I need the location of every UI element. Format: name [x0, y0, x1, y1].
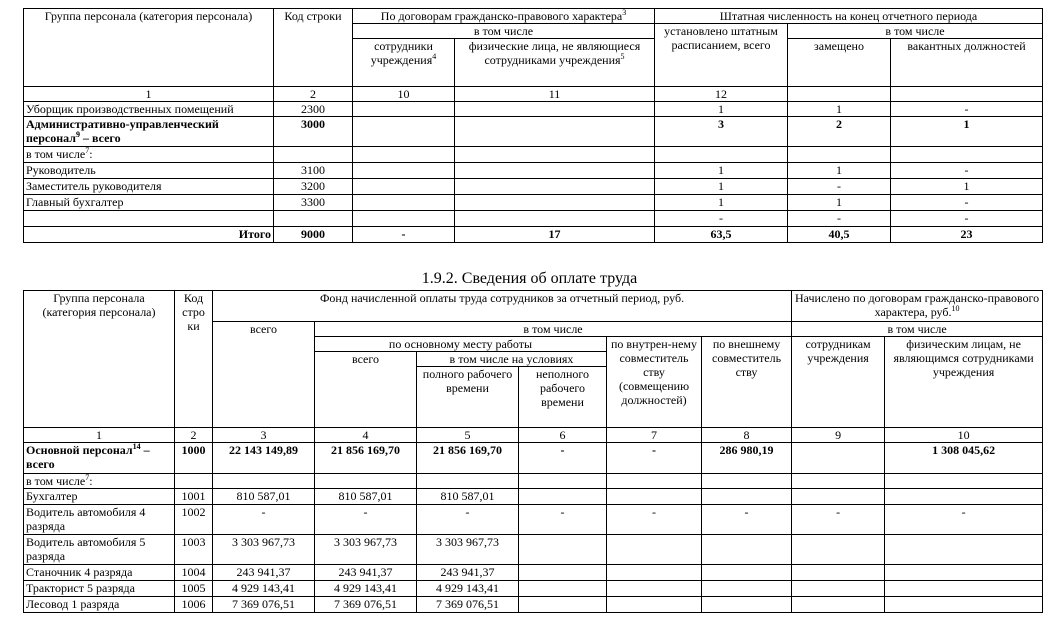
row-code: 1001: [175, 489, 213, 505]
colnum: [891, 87, 1043, 102]
cell: [885, 474, 1043, 489]
cell: [519, 535, 607, 565]
colnum: 2: [175, 428, 213, 443]
cell: -: [788, 179, 891, 195]
cell: 1: [788, 102, 891, 117]
cell: 3 303 967,73: [315, 535, 417, 565]
cell: [353, 102, 455, 117]
cell: 22 143 149,89: [213, 443, 315, 474]
row-code: 3100: [274, 163, 353, 179]
table-row: [24, 581, 1043, 597]
row-label-text: в том числе: [26, 147, 86, 161]
cell: -: [417, 505, 519, 535]
cell: [455, 211, 655, 227]
colnum: 1: [24, 428, 175, 443]
cell: [213, 474, 315, 489]
cell: [792, 597, 885, 613]
header-incl2: в том числе: [792, 322, 1043, 337]
cell: [519, 474, 607, 489]
colnum: 3: [213, 428, 315, 443]
row-label-text: Заместитель руководителя: [26, 179, 162, 193]
row-label-text: Станочник 4 разряда: [26, 565, 133, 579]
row-code: 1003: [175, 535, 213, 565]
cell: 1 308 045,62: [885, 443, 1043, 474]
table-row: [24, 505, 1043, 535]
cell: 1: [788, 163, 891, 179]
header-main-place: по основному месту работы: [315, 337, 607, 352]
cell: 3 303 967,73: [417, 535, 519, 565]
cell: [885, 489, 1043, 505]
cell: [885, 565, 1043, 581]
cell: 7 369 076,51: [315, 597, 417, 613]
table-row: [24, 195, 1043, 211]
header-main-total: всего: [315, 352, 417, 428]
cell: 7 369 076,51: [417, 597, 519, 613]
row-label: [24, 163, 274, 179]
cell: [885, 535, 1043, 565]
footnote-ref: 9: [76, 130, 80, 139]
table-row: [24, 163, 1043, 179]
header-fund: Фонд начисленной оплаты труда сотрудников за отчетный период, руб.: [213, 291, 792, 322]
colnum: 6: [519, 428, 607, 443]
cell: 286 980,19: [702, 443, 792, 474]
cell: 243 941,37: [417, 565, 519, 581]
header-part-time: неполного рабочего времени: [519, 367, 607, 428]
row-label-tail: :: [89, 474, 93, 488]
cell: 1: [655, 163, 788, 179]
row-label-tail: – всего: [26, 443, 150, 471]
header-code: Код стро ки: [175, 291, 213, 428]
cell: 21 856 169,70: [315, 443, 417, 474]
footnote-ref: 14: [132, 442, 141, 451]
row-code: [274, 211, 353, 227]
cell: 1: [891, 117, 1043, 147]
row-label: [24, 443, 175, 474]
cell: [417, 474, 519, 489]
cell: 40,5: [788, 227, 891, 243]
cell: 1: [891, 179, 1043, 195]
row-label: [24, 565, 175, 581]
cell: [455, 147, 655, 163]
cell: [788, 147, 891, 163]
cell: 3: [655, 117, 788, 147]
cell: [792, 535, 885, 565]
row-label: [24, 581, 175, 597]
cell: [455, 163, 655, 179]
header-incl: в том числе: [353, 24, 655, 39]
row-label-text: Тракторист 5 разряда: [26, 581, 135, 595]
cell: 1: [655, 102, 788, 117]
cell: -: [788, 211, 891, 227]
cell: [655, 147, 788, 163]
cell: [607, 597, 702, 613]
colnum: 2: [274, 87, 353, 102]
cell: -: [891, 211, 1043, 227]
header-gph: Начислено по договорам гражданско-правового характера, руб.$^{10}$: [792, 291, 1043, 322]
row-label: [24, 597, 175, 613]
cell: [353, 117, 455, 147]
row-label: [24, 474, 175, 489]
cell: 243 941,37: [315, 565, 417, 581]
header-incl-cond: в том числе на условиях: [417, 352, 607, 367]
header-total: всего: [213, 322, 315, 428]
cell: 17: [455, 227, 655, 243]
row-label: [24, 505, 175, 535]
footnote-ref: 7: [85, 473, 90, 482]
table-row: [24, 565, 1043, 581]
cell: [792, 443, 885, 474]
section-title: 1.9.2. Сведения об оплате труда: [421, 270, 638, 287]
cell: 2: [788, 117, 891, 147]
cell: [702, 565, 792, 581]
cell: 810 587,01: [417, 489, 519, 505]
cell: -: [702, 505, 792, 535]
cell: 4 929 143,41: [213, 581, 315, 597]
row-label: [24, 195, 274, 211]
header-staff: Штатная численность на конец отчетного периода: [655, 9, 1043, 24]
row-label: [24, 211, 274, 227]
row-code: 3000: [274, 117, 353, 147]
cell: -: [885, 505, 1043, 535]
row-code: 3200: [274, 179, 353, 195]
cell: [792, 565, 885, 581]
header-group: Группа персонала (категория персонала): [24, 291, 175, 428]
cell: [792, 581, 885, 597]
cell: [519, 565, 607, 581]
cell: [519, 581, 607, 597]
cell: [885, 597, 1043, 613]
cell: [315, 474, 417, 489]
cell: -: [891, 195, 1043, 211]
column-number-row: [24, 87, 1043, 102]
cell: -: [891, 102, 1043, 117]
row-code: 1006: [175, 597, 213, 613]
cell: [792, 489, 885, 505]
column-number-row: [24, 428, 1043, 443]
cell: [702, 597, 792, 613]
row-label: [24, 535, 175, 565]
header-gph: По договорам гражданско-правового характера$^3$: [353, 9, 655, 24]
row-label: [24, 179, 274, 195]
cell: 1: [788, 195, 891, 211]
cell: -: [353, 227, 455, 243]
row-label-text: Руководитель: [26, 163, 96, 177]
cell: [353, 179, 455, 195]
cell: -: [519, 505, 607, 535]
row-label-text: в том числе: [26, 474, 86, 488]
cell: [353, 163, 455, 179]
colnum: 9: [792, 428, 885, 443]
cell: -: [607, 443, 702, 474]
header-incl2: в том числе: [788, 24, 1043, 39]
table-row: [24, 535, 1043, 565]
colnum: 4: [315, 428, 417, 443]
cell: [702, 535, 792, 565]
row-code: [274, 147, 353, 163]
payroll-table: [23, 290, 1043, 613]
colnum: [788, 87, 891, 102]
header-filled: замещено: [788, 39, 891, 87]
cell: -: [213, 505, 315, 535]
colnum: 1: [24, 87, 274, 102]
header-vacant: вакантных должностей: [891, 39, 1043, 87]
table-row: [24, 179, 1043, 195]
table-row: [24, 102, 1043, 117]
cell: [607, 489, 702, 505]
footnote-ref: 7: [85, 146, 90, 155]
header-full-time: полного рабочего времени: [417, 367, 519, 428]
colnum: 7: [607, 428, 702, 443]
row-label: [24, 147, 274, 163]
total-label: Итого: [24, 227, 274, 243]
row-label-text: Основной персонал: [26, 443, 133, 457]
table-row: [24, 147, 1043, 163]
cell: [455, 179, 655, 195]
header-external: по внешнему совместитель ству: [702, 337, 792, 428]
header-physical: физические лица, не являющиеся сотрудниками учреждения$^5$: [455, 39, 655, 87]
header-internal: по внутрен-нему совместитель ству (совмещению должностей): [607, 337, 702, 428]
cell: [353, 211, 455, 227]
row-code: 1002: [175, 505, 213, 535]
cell: [353, 147, 455, 163]
cell: 21 856 169,70: [417, 443, 519, 474]
cell: [702, 489, 792, 505]
cell: [792, 474, 885, 489]
row-label: [24, 117, 274, 147]
cell: [891, 147, 1043, 163]
row-label-text: Водитель автомобиля 4 разряда: [26, 505, 146, 533]
cell: [519, 597, 607, 613]
table-row: [24, 474, 1043, 489]
table-row: [24, 597, 1043, 613]
cell: [702, 474, 792, 489]
table-row: [24, 211, 1043, 227]
table-row: [24, 443, 1043, 474]
cell: [607, 535, 702, 565]
cell: [607, 581, 702, 597]
header-employees: сотрудники учреждения$^4$: [353, 39, 455, 87]
cell: 4 929 143,41: [315, 581, 417, 597]
row-label-text: Водитель автомобиля 5 разряда: [26, 535, 146, 563]
colnum: 5: [417, 428, 519, 443]
cell: [702, 581, 792, 597]
row-label: [24, 102, 274, 117]
cell: [607, 565, 702, 581]
table-row: [24, 117, 1043, 147]
cell: [455, 117, 655, 147]
colnum: 8: [702, 428, 792, 443]
row-label-tail: :: [89, 147, 93, 161]
row-code: 3300: [274, 195, 353, 211]
cell: -: [607, 505, 702, 535]
cell: 1: [655, 179, 788, 195]
row-label-tail: – всего: [80, 131, 121, 145]
cell: 63,5: [655, 227, 788, 243]
header-code: Код строки: [274, 9, 353, 87]
colnum: 10: [353, 87, 455, 102]
table-row: [24, 489, 1043, 505]
cell: [607, 474, 702, 489]
cell: [455, 102, 655, 117]
row-label-text: Главный бухгалтер: [26, 195, 124, 209]
header-to-physical: физическим лицам, не являющимся сотрудниками учреждения: [885, 337, 1043, 428]
cell: 1: [655, 195, 788, 211]
cell: 810 587,01: [315, 489, 417, 505]
cell: [519, 489, 607, 505]
header-established: установлено штатным расписанием, всего: [655, 24, 788, 87]
colnum: 11: [455, 87, 655, 102]
header-group: Группа персонала (категория персонала): [24, 9, 274, 87]
cell: [885, 581, 1043, 597]
row-code: [175, 474, 213, 489]
cell: 810 587,01: [213, 489, 315, 505]
colnum: 12: [655, 87, 788, 102]
row-label: [24, 489, 175, 505]
colnum: 10: [885, 428, 1043, 443]
cell: -: [792, 505, 885, 535]
cell: 4 929 143,41: [417, 581, 519, 597]
row-code: 1000: [175, 443, 213, 474]
row-label-text: Административно-управленческий персонал: [26, 117, 219, 145]
cell: -: [655, 211, 788, 227]
cell: [455, 195, 655, 211]
cell: 243 941,37: [213, 565, 315, 581]
total-row: [24, 227, 1043, 243]
row-label-text: Бухгалтер: [26, 489, 78, 503]
row-code: 2300: [274, 102, 353, 117]
header-incl: в том числе: [315, 322, 792, 337]
cell: 7 369 076,51: [213, 597, 315, 613]
row-label-text: Лесовод 1 разряда: [26, 597, 120, 611]
cell: 23: [891, 227, 1043, 243]
total-code: 9000: [274, 227, 353, 243]
row-code: 1004: [175, 565, 213, 581]
row-code: 1005: [175, 581, 213, 597]
row-label-text: Уборщик производственных помещений: [26, 102, 234, 116]
header-to-employees: сотрудникам учреждения: [792, 337, 885, 428]
cell: 3 303 967,73: [213, 535, 315, 565]
cell: -: [519, 443, 607, 474]
cell: -: [315, 505, 417, 535]
cell: [353, 195, 455, 211]
staff-count-table: [23, 8, 1043, 243]
cell: -: [891, 163, 1043, 179]
